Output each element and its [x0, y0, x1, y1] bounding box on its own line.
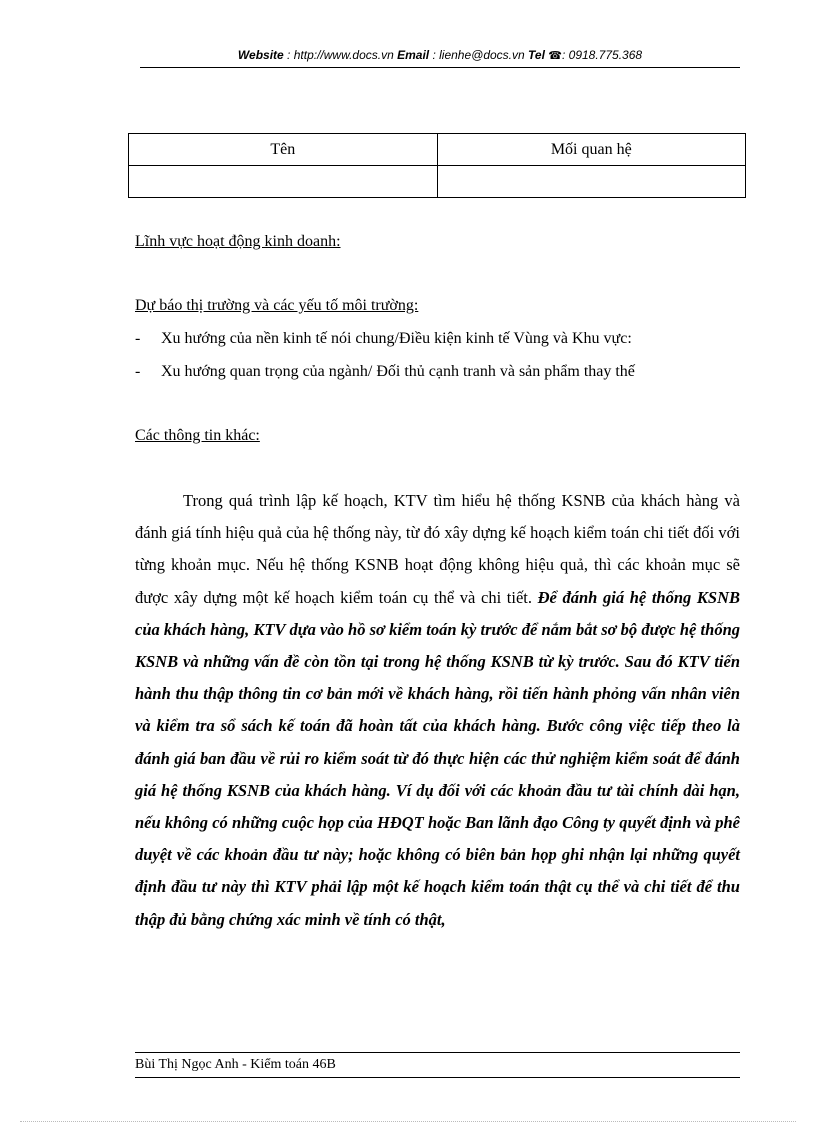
bullet-dash: - — [135, 330, 141, 347]
website-label: Website — [237, 48, 284, 62]
page-footer: Bùi Thị Ngọc Anh - Kiểm toán 46B — [135, 1052, 740, 1078]
website-value: : http://www.docs.vn — [283, 48, 398, 62]
tel-label: Tel — [528, 48, 545, 62]
body-paragraph — [135, 485, 740, 936]
bullet-dash: - — [135, 363, 141, 380]
column-header-relationship: Mối quan hệ — [437, 134, 746, 166]
business-field-heading: Lĩnh vực hoạt động kinh doanh: — [135, 233, 341, 250]
bullet-text: Xu hướng của nền kinh tế nói chung/Điều kiện kinh tế Vùng và Khu vực: — [161, 330, 632, 347]
list-item — [135, 330, 745, 348]
table-row — [129, 166, 746, 198]
market-forecast-heading: Dự báo thị trường và các yếu tố môi trường: — [135, 297, 419, 314]
phone-icon: ☎ — [548, 50, 562, 62]
bullet-text: Xu hướng quan trọng của ngành/ Đối thủ cạnh tranh và sản phẩm thay thế — [161, 363, 635, 380]
column-header-name: Tên — [129, 134, 438, 166]
page-edge-divider — [20, 1121, 796, 1122]
paragraph-normal-text: Trong quá trình lập kế hoạch, KTV tìm hiểu hệ thống KSNB của khách hàng và đánh giá tính hiệu quả của hệ thống này, từ đó xây dựng kế hoạch kiểm toán chi tiết đối với từng khoản mục. Nếu hệ thống KSNB hoạt động không hiệu quả, thì các khoản mục sẽ được xây dựng một kế hoạch kiểm toán cụ thể và chi tiết. — [135, 491, 740, 607]
email-label: Email — [397, 48, 430, 62]
relationship-table — [128, 133, 746, 198]
other-info-heading: Các thông tin khác: — [135, 427, 260, 444]
page-header — [140, 47, 740, 68]
tel-value: : 0918.775.368 — [561, 48, 643, 62]
table-cell — [437, 166, 746, 198]
table-cell — [129, 166, 438, 198]
paragraph-emphasis-text: Để đánh giá hệ thống KSNB của khách hàng, KTV dựa vào hồ sơ kiểm toán kỳ trước để nắm bắt sơ bộ được hệ thống KSNB và những vấn đề còn tồn tại trong hệ thống KSNB từ kỳ trước. Sau đó KTV tiến hành thu thập thông tin cơ bản mới về khách hàng, rồi tiến hành phỏng vấn nhân viên và kiểm tra sổ sách kế toán đã hoàn tất của khách hàng. Bước công việc tiếp theo là đánh giá ban đầu về rủi ro kiểm soát từ đó thực hiện các thử nghiệm kiểm soát để đánh giá hệ thống KSNB của khách hàng. Ví dụ đối với các khoản đầu tư tài chính dài hạn, nếu không có những cuộc họp của HĐQT hoặc Ban lãnh đạo Công ty quyết định và phê duyệt về các khoản đầu tư này; hoặc không có biên bản họp ghi nhận lại những quyết định đầu tư này thì KTV phải lập một kế hoạch kiểm toán thật cụ thể và chi tiết để thu thập đủ bằng chứng xác minh về tính có thật, — [135, 587, 740, 929]
table-header-row — [129, 134, 746, 166]
email-value: : lienhe@docs.vn — [429, 48, 529, 62]
list-item — [135, 363, 745, 381]
